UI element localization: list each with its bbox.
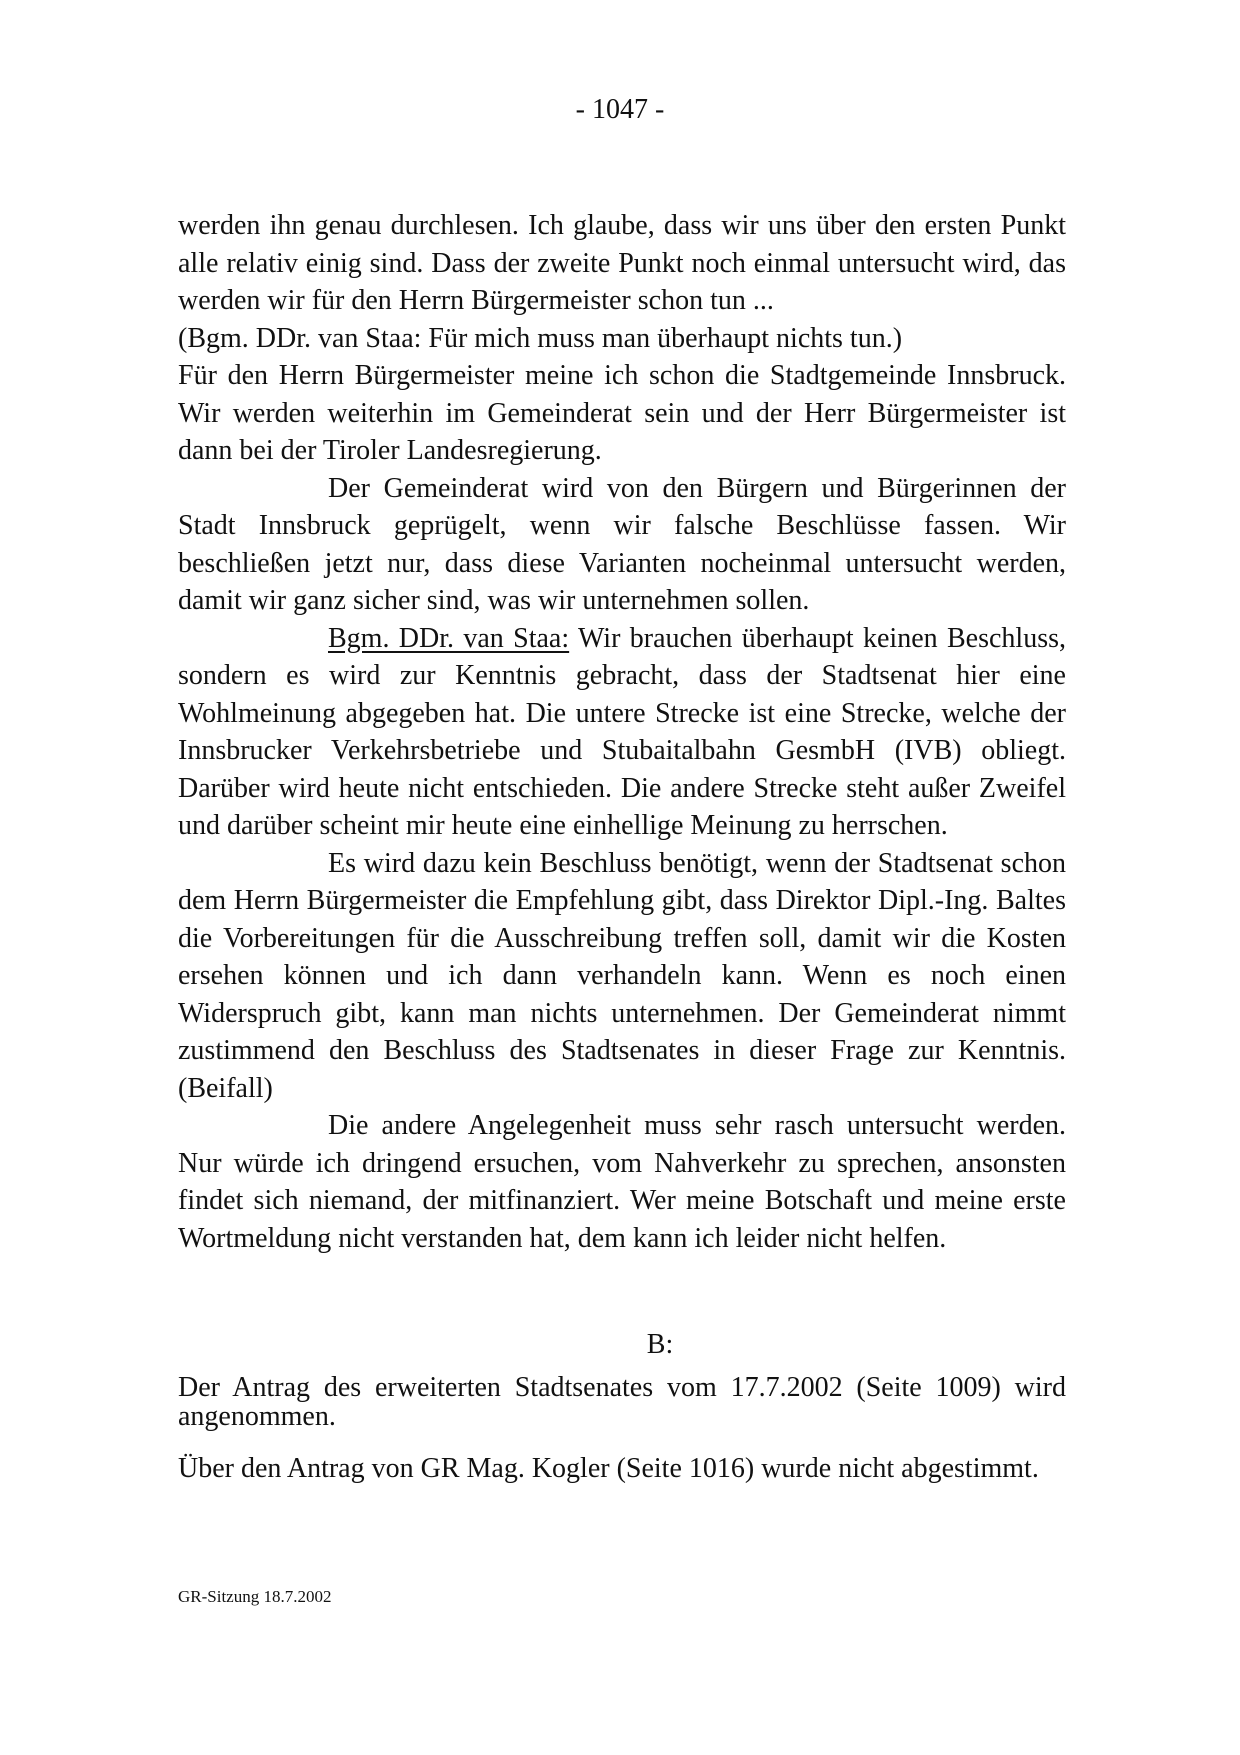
paragraph-continuation: werden ihn genau durchlesen. Ich glaube, dass wir uns über den ersten Punkt alle relativ einig sind. Dass der zweite Punkt noch einmal untersucht wird, das werden wir für den Herrn Bürgermeister schon tun ... [178, 210, 1066, 316]
transcript-body [178, 207, 1066, 1257]
resolution-not-voted: Über den Antrag von GR Mag. Kogler (Seite 1016) wurde nicht abgestimmt. [178, 1453, 1039, 1484]
speaker-name: Bgm. DDr. van Staa: [328, 622, 570, 654]
paragraph-beschluss: Es wird dazu kein Beschluss benötigt, wenn der Stadtsenat schon dem Herrn Bürgermeister die Empfehlung gibt, dass Direktor Dipl.-Ing. Baltes die Vorbereitungen für die Ausschreibung treffen soll, damit wir die Kosten ersehen können und ich dann verhandeln kann. Wenn es noch einen Widerspruch gibt, kann man nichts unternehmen. Der Gemeinderat nimmt zustimmend den Beschluss des Stadtsenates in dieser Frage zur Kenntnis. (Beifall) [178, 847, 1066, 1104]
section-label: B: [646, 1329, 674, 1360]
paragraph-nahverkehr: Die andere Angelegenheit muss sehr rasch untersucht werden. Nur würde ich dringend ersuchen, vom Nahverkehr zu sprechen, ansonsten findet sich niemand, der mitfinanziert. Wer meine Botschaft und meine erste Wortmeldung nicht verstanden hat, dem kann ich leider nicht helfen. [178, 1110, 1066, 1254]
resolution-accepted: Der Antrag des erweiterten Stadtsenates vom 17.7.2002 (Seite 1009) wird angenommen. [178, 1372, 1066, 1432]
page-number: - 1047 - [575, 94, 665, 125]
paragraph-innsbruck: Für den Herrn Bürgermeister meine ich schon die Stadtgemeinde Innsbruck. Wir werden weiterhin im Gemeinderat sein und der Herr Bürgermeister ist dann bei der Tiroler Landesregierung. [178, 360, 1066, 466]
paragraph-speaker-statement [178, 620, 1066, 845]
speaker-statement-text: Wir brauchen überhaupt keinen Beschluss, sondern es wird zur Kenntnis gebracht, dass der Stadtsenat hier eine Wohlmeinung abgegeben hat. Die untere Strecke ist eine Strecke, welche der Innsbrucker Verkehrsbetriebe und Stubaitalbahn GesmbH (IVB) obliegt. Darüber wird heute nicht entschieden. Die andere Strecke steht außer Zweifel und darüber scheint mir heute eine einhellige Meinung zu herrschen. [178, 622, 1066, 841]
paragraph-gemeinderat: Der Gemeinderat wird von den Bürgern und Bürgerinnen der Stadt Innsbruck geprügelt, wenn wir falsche Beschlüsse fassen. Wir beschließen jetzt nur, dass diese Varianten nocheinmal untersucht werden, damit wir ganz sicher sind, was wir unternehmen sollen. [178, 472, 1066, 616]
paragraph-interjection: (Bgm. DDr. van Staa: Für mich muss man überhaupt nichts tun.) [178, 322, 903, 354]
page-footer: GR-Sitzung 18.7.2002 [178, 1587, 332, 1606]
